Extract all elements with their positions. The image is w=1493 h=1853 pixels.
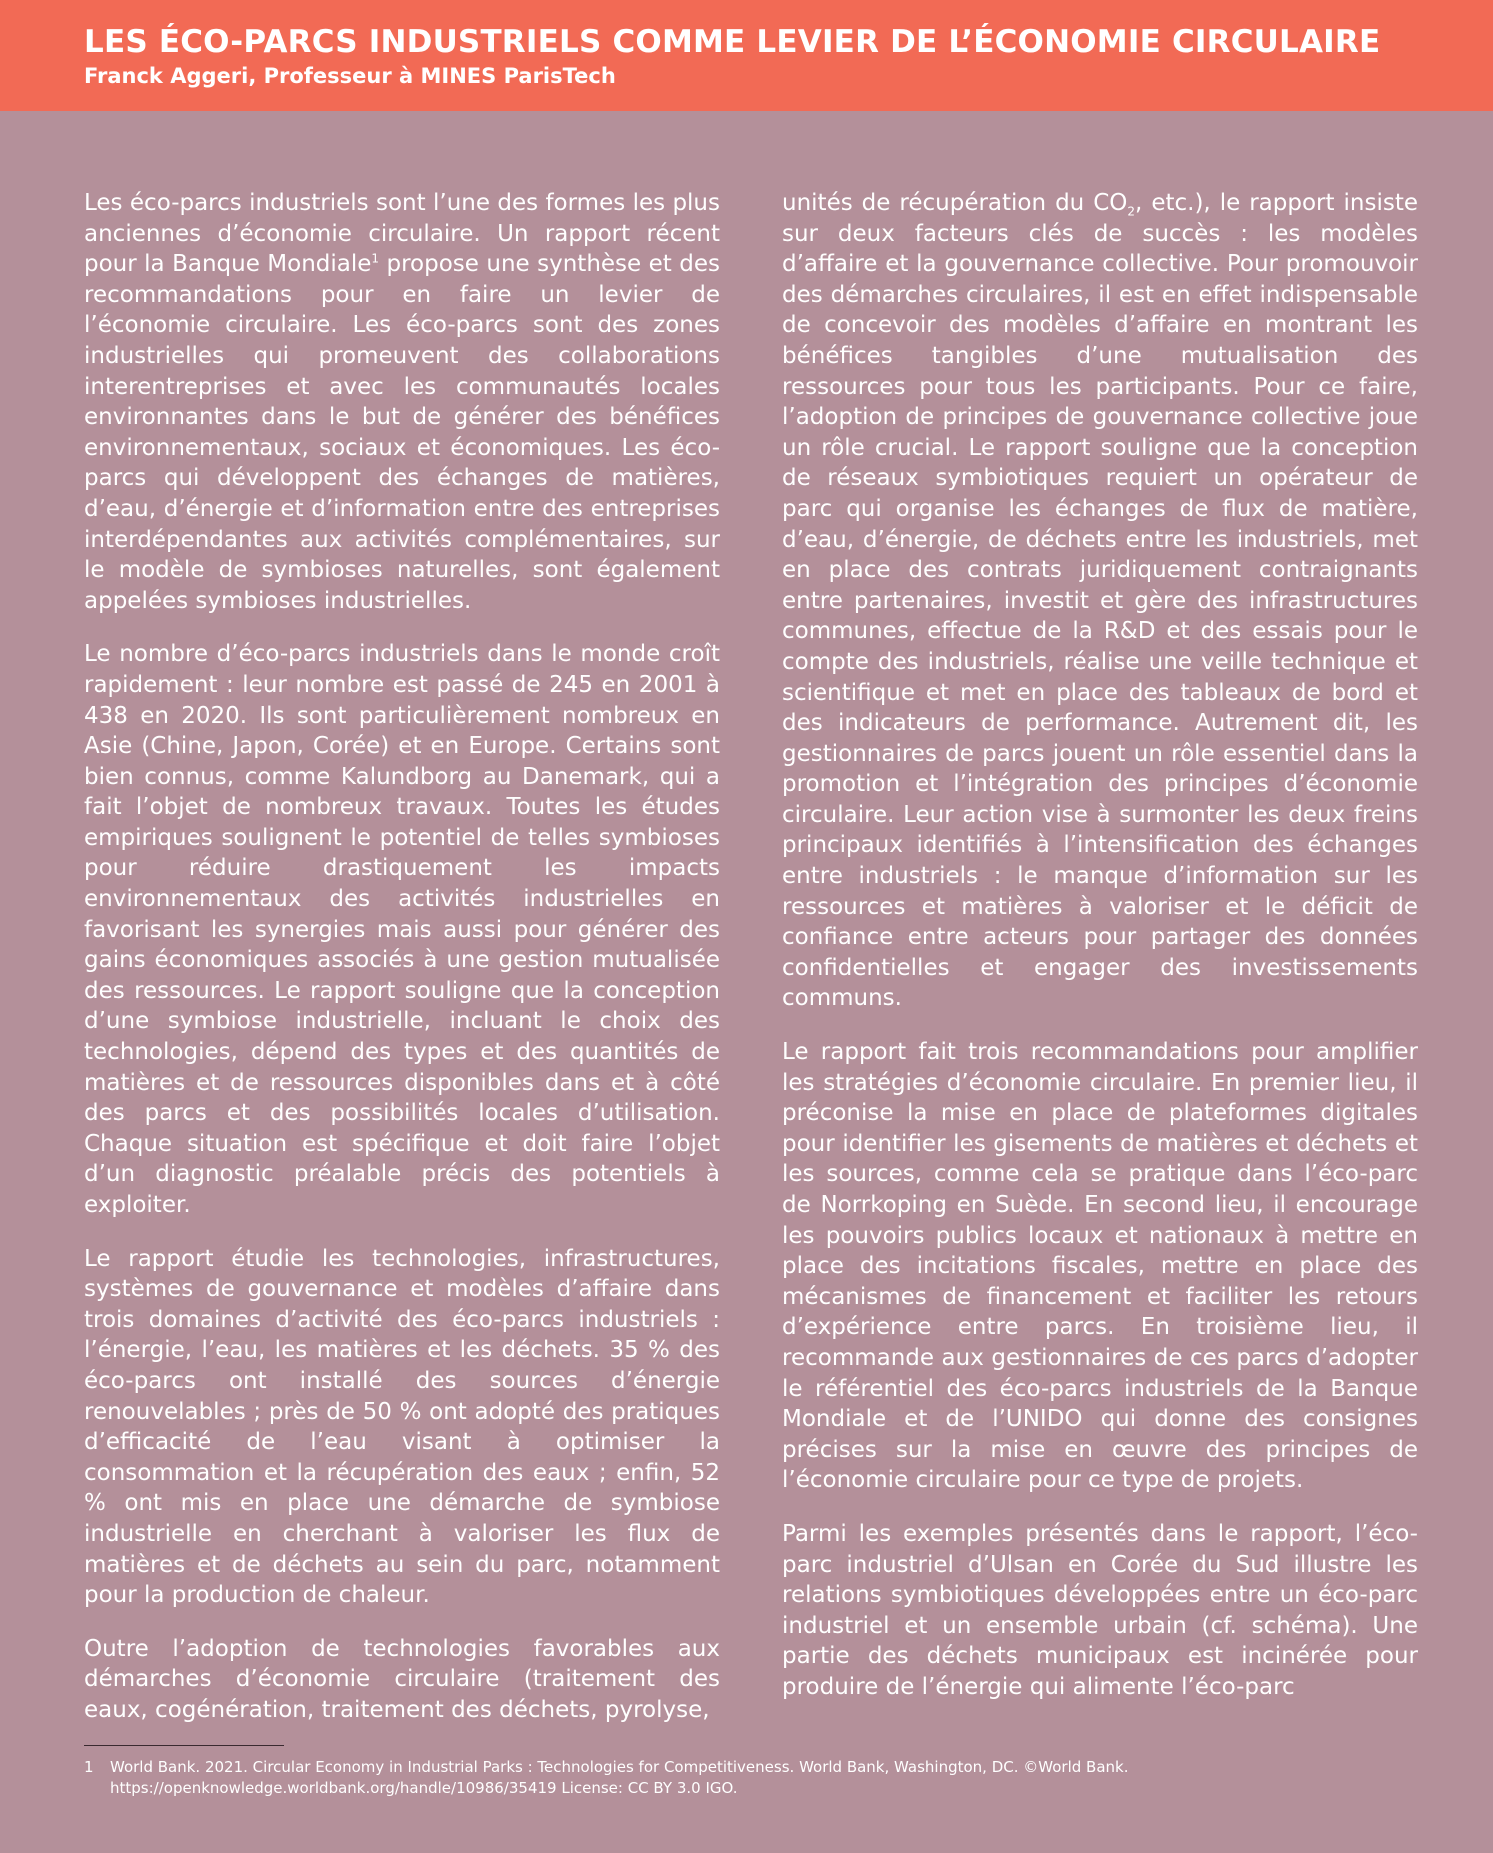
paragraph: Le rapport fait trois recommandations pour amplifier les stratégies d’économie circulaire. En premier lieu, il préconise la mise en place de plateformes digitales pour identifier les gisements de matières et déchets et les sources, comme cela se pratique dans l’éco-parc de Norrkoping en Suède. En second lieu, il encourage les pouvoirs publics locaux et nationaux à mettre en place des incitations fiscales, mettre en place des mécanismes de financement et faciliter les retours d’expérience entre parcs. En troisième lieu, il recommande aux gestionnaires de ces parcs d’adopter le référentiel des éco-parcs industriels de la Banque Mondiale et de l’UNIDO qui donne des consignes précises sur la mise en œuvre des principes de l’économie circulaire pour ce type de projets. (782, 1039, 1418, 1494)
left-column (84, 188, 720, 1749)
footnote-text: World Bank. 2021. Circular Economy in Industrial Parks : Technologies for Competitiveness. World Bank, Washington, DC. ©World Bank. https://openknowledge.worldbank.org/handle/10986/35419 License: CC BY 3.0 IGO. (110, 1758, 1129, 1797)
paragraph: Parmi les exemples présentés dans le rapport, l’éco-parc industriel d’Ulsan en Corée du Sud illustre les relations symbiotiques développées entre un éco-parc industriel et un ensemble urbain (cf. schéma). Une partie des déchets municipaux est incinérée pour produire de l’énergie qui alimente l’éco-parc (782, 1520, 1418, 1700)
paragraph (84, 188, 720, 616)
right-column (782, 188, 1418, 1726)
paragraph: Le nombre d’éco-parcs industriels dans le monde croît rapidement : leur nombre est passé de 245 en 2001 à 438 en 2020. Ils sont particulièrement nombreux en Asie (Chine, Japon, Corée) et en Europe. Certains sont bien connus, comme Kalundborg au Danemark, qui a fait l’objet de nombreux travaux. Toutes les études empiriques soulignent le potentiel de telles symbioses pour réduire drastiquement les impacts environnementaux des activités industrielles en favorisant les synergies mais aussi pour générer des gains économiques associés à une gestion mutualisée des ressources. Le rapport souligne que la conception d’une symbiose industrielle, incluant le choix des technologies, dépend des types et des quantités de matières et de ressources disponibles dans et à côté des parcs et des possibilités locales d’utilisation. Chaque situation est spécifique et doit faire l’objet d’un diagnostic préalable précis des potentiels à exploiter. (84, 641, 720, 1218)
author-line: Franck Aggeri, Professeur à MINES ParisTech (84, 64, 616, 88)
paragraph (782, 188, 1418, 1014)
page-header (0, 0, 1493, 111)
paragraph-text: unités de récupération du CO (782, 190, 1128, 216)
footnote-divider (84, 1745, 284, 1746)
paragraph-text: , etc.), le rapport insiste sur deux facteurs clés de succès : les modèles d’affaire et la gouvernance collective. Pour promouvoir des démarches circulaires, il est en effet indispensable de concevoir des modèles d’affaire en montrant les bénéfices tangibles d’une mutualisation des ressources pour tous les participants. Pour ce faire, l’adoption de principes de gouvernance collective joue un rôle crucial. Le rapport souligne que la conception de réseaux symbiotiques requiert un opérateur de parc qui organise les échanges de flux de matière, d’eau, d’énergie, de déchets entre les industriels, met en place des contrats juridiquement contraignants entre partenaires, investit et gère des infrastructures communes, effectue de la R&D et des essais pour le compte des industriels, réalise une veille technique et scientifique et met en place des tableaux de bord et des indicateurs de performance. Autrement dit, les gestionnaires de parcs jouent un rôle essentiel dans la promotion et l’intégration des principes d’économie circulaire. Leur action vise à surmonter les deux freins principaux identifiés à l’intensification des échanges entre industriels : le manque d’information sur les ressources et matières à valoriser et le déficit de confiance entre acteurs pour partager des données confidentielles et engager des investissements communs. (782, 190, 1418, 1012)
paragraph: Le rapport étudie les technologies, infrastructures, systèmes de gouvernance et modèles d’affaire dans trois domaines d’activité des éco-parcs industriels : l’énergie, l’eau, les matières et les déchets. 35 % des éco-parcs ont installé des sources d’énergie renouvelables ; près de 50 % ont adopté des pratiques d’efficacité de l’eau visant à optimiser la consommation et la récupération des eaux ; enfin, 52 % ont mis en place une démarche de symbiose industrielle en cherchant à valoriser les flux de matières et de déchets au sein du parc, notamment pour la production de chaleur. (84, 1245, 720, 1609)
page-title: LES ÉCO-PARCS INDUSTRIELS COMME LEVIER DE L’ÉCONOMIE CIRCULAIRE (84, 24, 1381, 60)
paragraph: Outre l’adoption de technologies favorables aux démarches d’économie circulaire (traitement des eaux, cogénération, traitement des déchets, pyrolyse, (84, 1635, 720, 1723)
subscript: 2 (1127, 204, 1136, 219)
paragraph-text: propose une synthèse et des recommandations pour en faire un levier de l’économie circulaire. Les éco-parcs sont des zones industrielles qui promeuvent des collaborations interentreprises et avec les communautés locales environnantes dans le but de générer des bénéfices environnementaux, sociaux et économiques. Les éco-parcs qui développent des échanges de matières, d’eau, d’énergie et d’information entre des entreprises interdépendantes aux activités complémentaires, sur le modèle de symbioses naturelles, sont également appelées symbioses industrielles. (84, 251, 720, 614)
footnote-ref: 1 (371, 251, 380, 266)
footnote (84, 1757, 1414, 1799)
footnote-number: 1 (84, 1758, 94, 1776)
paragraph-text: Les éco-parcs industriels sont l’une des formes les plus anciennes d’économie circulaire. Un rapport récent pour la Banque Mondiale (84, 190, 720, 278)
